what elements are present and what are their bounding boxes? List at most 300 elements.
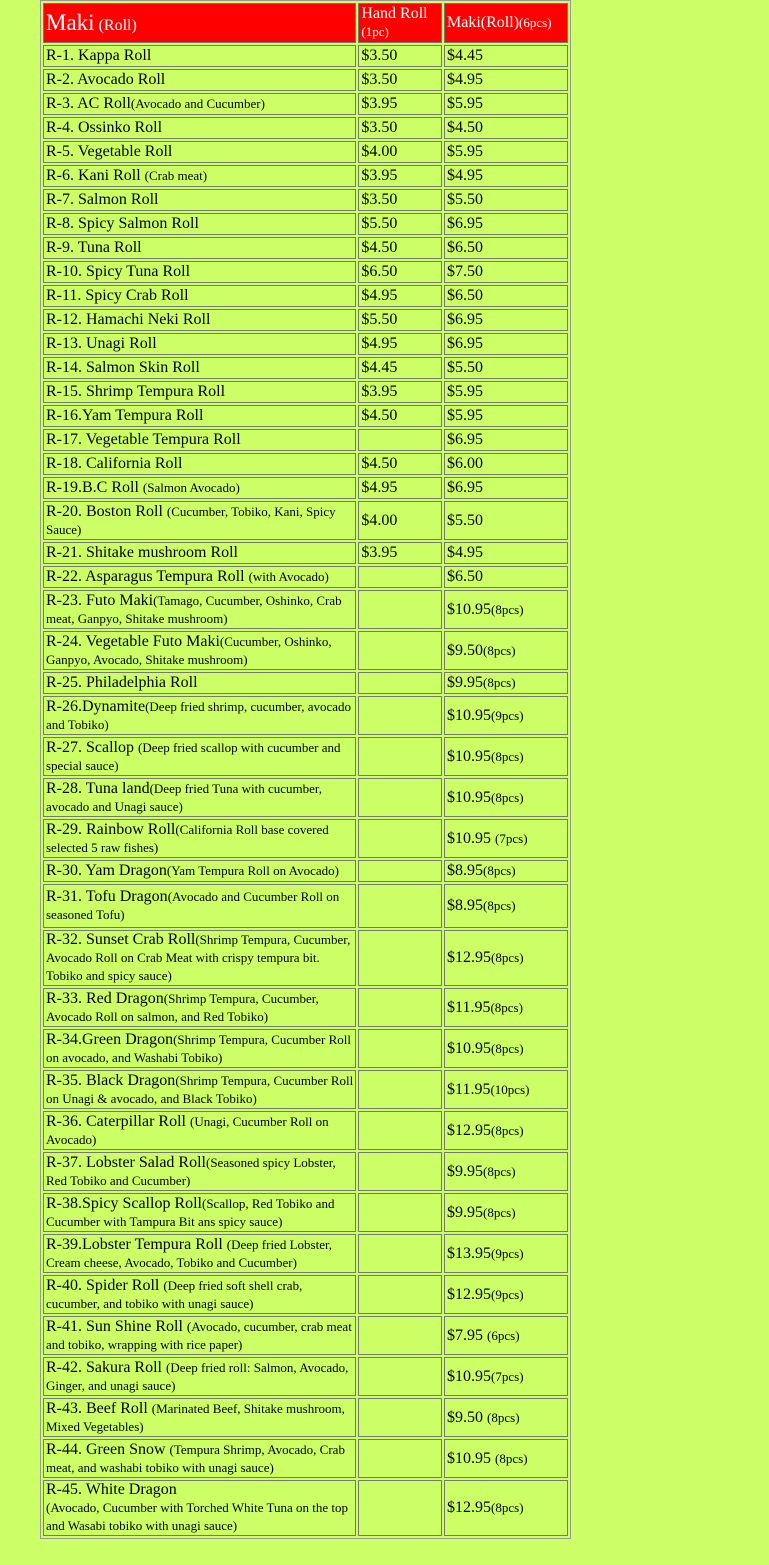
hand-roll-price-cell <box>358 1193 442 1232</box>
table-row <box>43 1070 568 1109</box>
table-row <box>43 261 568 283</box>
maki-price-cell <box>444 117 568 139</box>
item-description: (Cucumber, Tobiko, Kani, Spicy Sauce) <box>46 503 336 537</box>
item-description: (Yam Tempura Roll on Avocado) <box>166 863 339 878</box>
item-name: R-6. Kani Roll <box>46 167 145 184</box>
maki-price: $5.95 <box>447 407 484 424</box>
table-row <box>43 237 568 259</box>
maki-price-cell <box>444 285 568 307</box>
maki-price-cell <box>444 590 568 629</box>
maki-price-cell <box>444 1357 568 1396</box>
maki-price: $5.50 <box>447 191 484 208</box>
table-row <box>43 566 568 588</box>
hand-roll-price: $5.50 <box>361 311 398 328</box>
item-name: R-44. Green Snow <box>46 1440 170 1458</box>
item-name-cell <box>43 1029 356 1068</box>
maki-price-cell <box>444 93 568 115</box>
hand-roll-price: $3.95 <box>361 95 398 112</box>
item-description: (Avocado and Cucumber Roll on seasoned Tofu) <box>46 889 340 922</box>
maki-price-cell <box>444 1316 568 1355</box>
maki-price-cell <box>444 1234 568 1273</box>
maki-price: $5.95 <box>447 143 484 160</box>
maki-price-cell <box>444 381 568 403</box>
item-name: R-29. Rainbow Roll <box>46 820 176 838</box>
item-name-cell <box>43 860 356 882</box>
item-description: (Shrimp Tempura, Cucumber Roll on avocado, and Washabi Tobiko) <box>46 1031 352 1065</box>
table-row <box>43 819 568 858</box>
hand-roll-price-cell <box>358 1234 442 1273</box>
maki-price: $7.50 <box>447 263 484 280</box>
maki-price-cell <box>444 213 568 235</box>
maki-piece-count: (9pcs) <box>491 707 524 723</box>
item-description: (with Avocado) <box>248 569 329 584</box>
maki-piece-count: (8pcs) <box>491 1040 524 1056</box>
hand-roll-price-cell <box>358 405 442 427</box>
item-description: (Cucumber, Oshinko, Ganpyo, Avocado, Shitake mushroom) <box>46 633 332 667</box>
table-row <box>43 429 568 451</box>
item-name: R-43. Beef Roll <box>46 1399 152 1417</box>
hand-roll-price-cell <box>358 1316 442 1355</box>
item-name: R-21. Shitake mushroom Roll <box>46 544 238 561</box>
item-name: R-33. Red Dragon <box>46 989 164 1007</box>
item-name-cell <box>43 590 356 629</box>
hand-roll-price: $4.45 <box>361 359 398 376</box>
maki-price-cell <box>444 309 568 331</box>
maki-price-cell <box>444 69 568 91</box>
item-name-cell <box>43 477 356 499</box>
hand-roll-price-cell <box>358 819 442 858</box>
hand-roll-price-cell <box>358 285 442 307</box>
table-row <box>43 93 568 115</box>
hand-roll-price: $5.50 <box>361 215 398 232</box>
item-name: R-5. Vegetable Roll <box>46 143 173 160</box>
maki-piece-count: (8pcs) <box>483 1204 516 1220</box>
hand-roll-price-cell <box>358 189 442 211</box>
item-description: (Avocado, cucumber, crab meat and tobiko, wrapping with rice paper) <box>46 1318 352 1352</box>
header-title-suffix: (Roll) <box>98 17 137 34</box>
hand-roll-price-cell <box>358 69 442 91</box>
hand-roll-price-cell <box>358 778 442 817</box>
maki-price: $5.95 <box>447 383 484 400</box>
item-name: R-8. Spicy Salmon Roll <box>46 215 199 232</box>
item-name: R-24. Vegetable Futo Maki <box>46 632 220 650</box>
item-name-cell <box>43 453 356 475</box>
item-name-cell <box>43 1111 356 1150</box>
table-row <box>43 1398 568 1437</box>
maki-price-cell <box>444 477 568 499</box>
item-name: R-42. Sakura Roll <box>46 1358 166 1376</box>
maki-price: $5.50 <box>447 359 484 376</box>
item-name: R-34.Green Dragon <box>46 1030 174 1048</box>
hand-roll-price-cell <box>358 1275 442 1314</box>
table-row <box>43 1439 568 1478</box>
maki-price: $10.95 <box>447 1367 492 1385</box>
maki-price: $4.95 <box>447 71 484 88</box>
item-name-cell <box>43 1070 356 1109</box>
table-row <box>43 672 568 694</box>
hand-roll-price-cell <box>358 1357 442 1396</box>
maki-price-cell <box>444 453 568 475</box>
item-name-cell <box>43 261 356 283</box>
item-name-cell <box>43 1275 356 1314</box>
item-name: R-35. Black Dragon <box>46 1071 176 1089</box>
maki-menu-table <box>40 0 571 1539</box>
item-name-cell <box>43 501 356 540</box>
hand-roll-price-cell <box>358 429 442 451</box>
table-row <box>43 1357 568 1396</box>
hand-roll-price-cell <box>358 566 442 588</box>
item-name: R-4. Ossinko Roll <box>46 119 163 136</box>
maki-price-cell <box>444 237 568 259</box>
table-row <box>43 165 568 187</box>
maki-piece-count: (8pcs) <box>483 863 516 878</box>
table-row <box>43 69 568 91</box>
maki-price-cell <box>444 405 568 427</box>
maki-price-cell <box>444 1152 568 1191</box>
hand-roll-price-cell <box>358 213 442 235</box>
item-name: R-13. Unagi Roll <box>46 335 157 352</box>
maki-price-cell <box>444 1111 568 1150</box>
item-description: (Deep fried Tuna with cucumber, avocado and Unagi sauce) <box>46 780 322 814</box>
hand-roll-price-cell <box>358 542 442 564</box>
item-description: (Shrimp Tempura, Cucumber, Avocado Roll on salmon, and Red Tobiko) <box>46 990 319 1024</box>
item-name-cell <box>43 1480 356 1536</box>
maki-price-cell <box>444 1275 568 1314</box>
header-maki-roll-sub: (6pcs) <box>519 15 552 30</box>
item-name-cell <box>43 141 356 163</box>
maki-price: $10.95 <box>447 600 492 618</box>
maki-price: $9.95 <box>447 674 484 691</box>
item-name-cell <box>43 309 356 331</box>
item-name-cell <box>43 1398 356 1437</box>
hand-roll-price-cell <box>358 93 442 115</box>
hand-roll-price: $4.95 <box>361 335 398 352</box>
item-description: (Unagi, Cucumber Roll on Avocado) <box>46 1113 329 1147</box>
maki-price-cell <box>444 165 568 187</box>
item-name: R-20. Boston Roll <box>46 502 167 520</box>
item-name-cell <box>43 165 356 187</box>
maki-price-cell <box>444 141 568 163</box>
item-name-cell <box>43 1193 356 1232</box>
maki-price: $9.95 <box>447 1162 484 1180</box>
table-row <box>43 453 568 475</box>
item-name-cell <box>43 69 356 91</box>
hand-roll-price-cell <box>358 477 442 499</box>
item-name-cell <box>43 285 356 307</box>
table-row <box>43 405 568 427</box>
maki-price: $12.95 <box>447 949 492 966</box>
table-row <box>43 45 568 67</box>
item-name-cell <box>43 1357 356 1396</box>
header-hand-roll-cell <box>358 3 442 43</box>
maki-price-cell <box>444 672 568 694</box>
maki-piece-count: (8pcs) <box>491 1500 524 1515</box>
table-row <box>43 357 568 379</box>
hand-roll-price-cell <box>358 261 442 283</box>
maki-price: $4.50 <box>447 119 484 136</box>
item-name: R-12. Hamachi Neki Roll <box>46 311 211 328</box>
hand-roll-price: $3.95 <box>361 383 398 400</box>
item-description: (Deep fried roll: Salmon, Avocado, Ginger, and unagi sauce) <box>46 1359 349 1393</box>
hand-roll-price: $3.50 <box>361 71 398 88</box>
item-description: (Deep fried shrimp, cucumber, avocado and Tobiko) <box>46 698 352 732</box>
item-name: R-19.B.C Roll <box>46 479 143 496</box>
hand-roll-price-cell <box>358 884 442 928</box>
item-name: R-7. Salmon Roll <box>46 191 159 208</box>
item-name: R-39.Lobster Tempura Roll <box>46 1235 227 1253</box>
table-row <box>43 141 568 163</box>
maki-price: $6.95 <box>447 479 484 496</box>
hand-roll-price-cell <box>358 117 442 139</box>
maki-price: $7.95 <box>447 1326 488 1344</box>
table-row <box>43 884 568 928</box>
item-name: R-41. Sun Shine Roll <box>46 1317 187 1335</box>
maki-piece-count: (8pcs) <box>491 789 524 805</box>
maki-price-cell <box>444 819 568 858</box>
item-name: R-28. Tuna land <box>46 779 150 797</box>
table-row <box>43 501 568 540</box>
item-description: (Shrimp Tempura, Cucumber Roll on Unagi & avocado, and Black Tobiko) <box>46 1072 354 1106</box>
maki-price: $6.50 <box>447 287 484 304</box>
maki-price: $11.95 <box>447 1080 491 1098</box>
item-description: (Deep fried soft shell crab, cucumber, and tobiko with unagi sauce) <box>46 1277 303 1311</box>
maki-piece-count: (8pcs) <box>483 898 516 913</box>
header-hand-roll-sub: (1pc) <box>361 24 389 39</box>
table-row <box>43 542 568 564</box>
maki-price: $9.95 <box>447 1203 484 1221</box>
maki-price: $6.50 <box>447 239 484 256</box>
item-description: (Marinated Beef, Shitake mushroom, Mixed Vegetables) <box>46 1400 345 1434</box>
item-name-cell <box>43 1234 356 1273</box>
maki-piece-count: (8pcs) <box>491 601 524 617</box>
item-name: R-16.Yam Tempura Roll <box>46 407 204 424</box>
maki-price: $6.95 <box>447 335 484 352</box>
maki-price-cell <box>444 542 568 564</box>
item-name: R-2. Avocado Roll <box>46 71 166 88</box>
hand-roll-price: $4.50 <box>361 239 398 256</box>
hand-roll-price-cell <box>358 45 442 67</box>
maki-price-cell <box>444 884 568 928</box>
maki-price-cell <box>444 631 568 670</box>
table-row <box>43 309 568 331</box>
maki-price-cell <box>444 930 568 986</box>
hand-roll-price-cell <box>358 1029 442 1068</box>
item-name-cell <box>43 1439 356 1478</box>
maki-price: $6.50 <box>447 568 484 585</box>
maki-price: $8.95 <box>447 862 484 879</box>
hand-roll-price-cell <box>358 1398 442 1437</box>
item-name: R-38.Spicy Scallop Roll <box>46 1194 202 1212</box>
maki-price: $10.95 <box>447 747 492 765</box>
hand-roll-price-cell <box>358 165 442 187</box>
maki-price: $9.50 <box>447 641 484 659</box>
maki-price-cell <box>444 189 568 211</box>
hand-roll-price-cell <box>358 860 442 882</box>
item-name-cell <box>43 381 356 403</box>
hand-roll-price: $3.50 <box>361 191 398 208</box>
hand-roll-price-cell <box>358 309 442 331</box>
table-row <box>43 381 568 403</box>
item-description: (Crab meat) <box>144 168 208 183</box>
maki-piece-count: (8pcs) <box>491 748 524 764</box>
hand-roll-price-cell <box>358 1070 442 1109</box>
hand-roll-price-cell <box>358 333 442 355</box>
item-name: R-17. Vegetable Tempura Roll <box>46 431 241 448</box>
maki-price: $12.95 <box>447 1121 492 1139</box>
item-name-cell <box>43 566 356 588</box>
item-name: R-10. Spicy Tuna Roll <box>46 263 191 280</box>
item-name: R-26.Dynamite <box>46 697 146 715</box>
hand-roll-price-cell <box>358 696 442 735</box>
hand-roll-price: $4.00 <box>361 143 398 160</box>
table-row <box>43 1111 568 1150</box>
table-row <box>43 631 568 670</box>
hand-roll-price-cell <box>358 672 442 694</box>
table-row <box>43 696 568 735</box>
menu-header-row <box>43 3 568 43</box>
maki-price-cell <box>444 1193 568 1232</box>
item-name: R-40. Spider Roll <box>46 1276 164 1294</box>
item-name: R-3. AC Roll <box>46 95 131 112</box>
maki-price-cell <box>444 1398 568 1437</box>
hand-roll-price-cell <box>358 141 442 163</box>
table-row <box>43 860 568 882</box>
hand-roll-price-cell <box>358 1439 442 1478</box>
maki-price: $4.95 <box>447 544 484 561</box>
item-name-cell <box>43 988 356 1027</box>
item-description: (Seasoned spicy Lobster, Red Tobiko and Cucumber) <box>46 1154 336 1188</box>
maki-price-cell <box>444 501 568 540</box>
maki-price-cell <box>444 45 568 67</box>
table-row <box>43 778 568 817</box>
maki-piece-count: (8pcs) <box>491 1122 524 1138</box>
item-name-cell <box>43 405 356 427</box>
item-description: (Scallop, Red Tobiko and Cucumber with Tampura Bit ans spicy sauce) <box>46 1195 335 1229</box>
hand-roll-price-cell <box>358 737 442 776</box>
item-description: (Tamago, Cucumber, Oshinko, Crab meat, Ganpyo, Shitake mushroom) <box>46 592 342 626</box>
hand-roll-price-cell <box>358 357 442 379</box>
item-name-cell <box>43 778 356 817</box>
maki-price-cell <box>444 860 568 882</box>
table-row <box>43 1480 568 1536</box>
maki-piece-count: (8pcs) <box>491 950 524 965</box>
hand-roll-price-cell <box>358 1152 442 1191</box>
maki-piece-count: (9pcs) <box>491 1286 524 1302</box>
maki-price: $5.95 <box>447 95 484 112</box>
item-name-cell <box>43 429 356 451</box>
maki-piece-count: (7pcs) <box>495 830 528 846</box>
maki-piece-count: (8pcs) <box>483 642 516 658</box>
maki-price-cell <box>444 778 568 817</box>
item-name-cell <box>43 696 356 735</box>
item-name: R-27. Scallop <box>46 738 138 756</box>
hand-roll-price-cell <box>358 501 442 540</box>
item-name: R-14. Salmon Skin Roll <box>46 359 200 376</box>
maki-price-cell <box>444 1439 568 1478</box>
item-name-cell <box>43 737 356 776</box>
hand-roll-price: $3.50 <box>361 47 398 64</box>
hand-roll-price: $3.50 <box>361 119 398 136</box>
item-name-cell <box>43 1152 356 1191</box>
item-name: R-45. White Dragon <box>46 1481 177 1498</box>
maki-price-cell <box>444 696 568 735</box>
maki-price: $13.95 <box>447 1244 492 1262</box>
hand-roll-price-cell <box>358 930 442 986</box>
maki-price-cell <box>444 429 568 451</box>
maki-price: $10.95 <box>447 706 492 724</box>
table-row <box>43 189 568 211</box>
maki-piece-count: (6pcs) <box>487 1327 520 1343</box>
table-row <box>43 1193 568 1232</box>
item-description: (Avocado, Cucumber with Torched White Tuna on the top and Wasabi tobiko with unagi sauce) <box>46 1500 349 1533</box>
table-row <box>43 1029 568 1068</box>
header-maki-roll: Maki(Roll) <box>447 14 520 31</box>
item-name: R-25. Philadelphia Roll <box>46 674 198 691</box>
table-row <box>43 285 568 307</box>
maki-price-cell <box>444 1480 568 1536</box>
item-description: (Tempura Shrimp, Avocado, Crab meat, and washabi tobiko with unagi sauce) <box>46 1441 345 1475</box>
maki-price-cell <box>444 1029 568 1068</box>
maki-price: $6.95 <box>447 431 484 448</box>
table-row <box>43 590 568 629</box>
maki-price: $6.95 <box>447 215 484 232</box>
maki-price: $11.95 <box>447 998 491 1016</box>
item-name: R-36. Caterpillar Roll <box>46 1112 190 1130</box>
item-description: (Salmon Avocado) <box>142 480 240 495</box>
item-name-cell <box>43 930 356 986</box>
maki-price: $12.95 <box>447 1285 492 1303</box>
item-name-cell <box>43 93 356 115</box>
header-maki-cell <box>43 3 356 43</box>
table-row <box>43 213 568 235</box>
maki-price: $10.95 <box>447 1449 496 1467</box>
item-name: R-15. Shrimp Tempura Roll <box>46 383 226 400</box>
hand-roll-price: $4.95 <box>361 287 398 304</box>
table-row <box>43 117 568 139</box>
item-name: R-9. Tuna Roll <box>46 239 142 256</box>
table-row <box>43 1275 568 1314</box>
item-description: (Avocado and Cucumber) <box>130 96 265 111</box>
maki-price: $10.95 <box>447 829 496 847</box>
maki-price-cell <box>444 988 568 1027</box>
item-name-cell <box>43 357 356 379</box>
hand-roll-price-cell <box>358 237 442 259</box>
hand-roll-price: $3.95 <box>361 544 398 561</box>
item-name: R-32. Sunset Crab Roll <box>46 931 196 948</box>
hand-roll-price: $6.50 <box>361 263 398 280</box>
table-row <box>43 477 568 499</box>
table-row <box>43 1316 568 1355</box>
table-row <box>43 988 568 1027</box>
menu-body <box>43 3 568 1536</box>
hand-roll-price-cell <box>358 631 442 670</box>
item-name: R-11. Spicy Crab Roll <box>46 287 189 304</box>
item-name-cell <box>43 213 356 235</box>
maki-piece-count: (9pcs) <box>491 1245 524 1261</box>
item-name-cell <box>43 819 356 858</box>
maki-price-cell <box>444 1070 568 1109</box>
item-name: R-31. Tofu Dragon <box>46 888 168 905</box>
item-name-cell <box>43 237 356 259</box>
item-name-cell <box>43 333 356 355</box>
item-name-cell <box>43 1316 356 1355</box>
maki-price: $12.95 <box>447 1499 492 1516</box>
table-row <box>43 1152 568 1191</box>
maki-price: $5.50 <box>447 511 484 529</box>
item-name-cell <box>43 117 356 139</box>
maki-price: $6.00 <box>447 455 484 472</box>
maki-price: $10.95 <box>447 1039 492 1057</box>
